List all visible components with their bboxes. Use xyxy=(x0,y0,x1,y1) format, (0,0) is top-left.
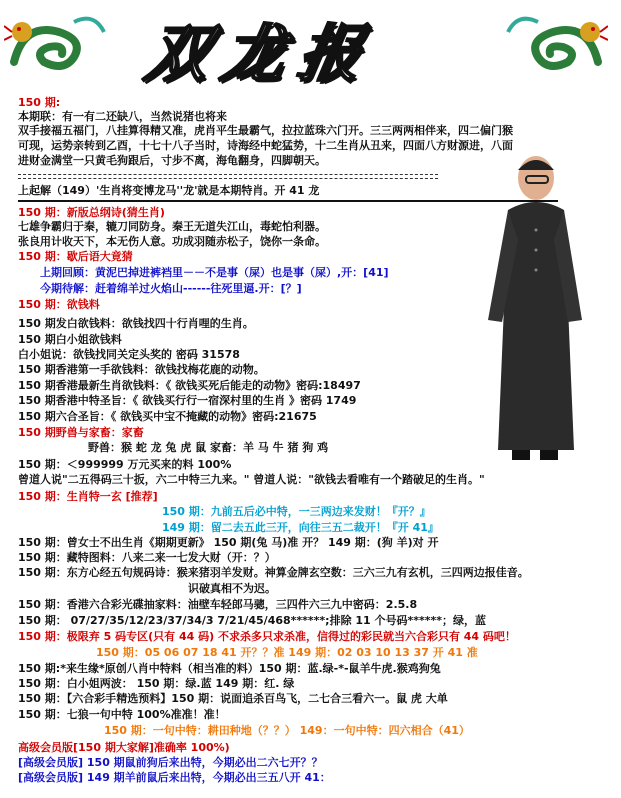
text-line-l6: 上起解（149）'生肖将变博龙马''龙'就是本期特肖。开 41 龙 xyxy=(18,184,320,197)
text-line-l7: 150 期：新版总纲诗(猜生肖) xyxy=(18,206,165,219)
header-banner xyxy=(0,0,621,92)
dashed-separator xyxy=(18,178,438,179)
text-line-l26: 150 期：九前五后必中特，一三两边来发财！『开？』 xyxy=(162,505,431,518)
text-line-l32: 150 期：香港六合彩光碟抽家料：油壁车轻郎马骢，三四件六三九中密码：2.5.8 xyxy=(18,598,418,611)
text-line-l9: 张良用计收天下，本无伤人意。功成羽随赤松子，饶你一条命。 xyxy=(18,235,326,248)
text-line-l42: [高级会员版] 150 期鼠前狗后来出特，今期必出二六七开？？ xyxy=(18,756,323,769)
man-figure-image xyxy=(478,150,588,470)
text-line-l36: 150 期:*来生缘*原创八肖中特料（相当准的料）150 期：蓝.绿-*-鼠羊牛虎.猴鸡狗兔 xyxy=(18,662,441,675)
text-line-l10: 150 期：歇后语大竟猜 xyxy=(18,250,133,263)
text-line-l4: 可现，运势亲转到乙酉，十七十八子当时，诗海经中蛇猛势，十二生肖从丑来，四面八方财源进，八面 xyxy=(18,139,513,152)
text-line-l24: 曾道人说"二五得码三十扳，六二中特三九来。" 曾道人说："欲钱去看唯有一个踏破足的生肖。" xyxy=(18,473,485,486)
text-line-l3: 双手接福五福门，八挂算得精又准，虎肖平生最霸气，拉拉蓝珠六门开。三三两两相伴来，四二偏门猴 xyxy=(18,124,513,137)
text-line-l22: 野兽：猴 蛇 龙 兔 虎 鼠 家畜：羊 马 牛 猪 狗 鸡 xyxy=(88,441,329,454)
text-line-l16: 白小姐说：欲钱找同关定头奖的 密码 31578 xyxy=(18,348,240,361)
text-line-l5: 进财金满堂一只黄毛狗跟后，寸步不离，海龟翻身，四脚朝天。 xyxy=(18,154,326,167)
text-line-l2: 本期联：有一有二还缺八，当然说猪也将来 xyxy=(18,110,227,123)
text-line-l11: 上期回顾：黄泥巴掉进裤裆里－－不是事（屎）也是事（屎）,开：[41] xyxy=(40,266,389,279)
text-line-l31: 识破真相不为迟。 xyxy=(188,582,276,595)
text-line-l35: 150 期：05 06 07 18 41 开？？准 149 期：02 03 10 13 37 开 41 准 xyxy=(96,646,478,659)
text-line-l33: 150 期： 07/27/35/12/23/37/34/3 7/21/45/468******;排除 11 个号码******；绿，蓝 xyxy=(18,614,487,627)
text-line-l40: 150 期：一句中特：耕田种地（？？） 149：一句中特：四六相合（41） xyxy=(104,724,470,737)
text-line-l27: 149 期：留二去五此三开，向往三五二裁开！『开 41』 xyxy=(162,521,439,534)
text-line-l30: 150 期：东方心经五句规码诗：猴来猪羽羊发财。神算金牌玄空数：三六三九有玄机，三四两边报佳音。 xyxy=(18,566,529,579)
dragon-right-icon xyxy=(498,2,608,82)
page-title: 双龙报 xyxy=(140,17,382,90)
dashed-separator xyxy=(18,174,438,175)
text-line-l19: 150 期香港中特圣旨：《 欲钱买行行一宿深村里的生肖 》密码 1749 xyxy=(18,394,357,407)
text-line-l18: 150 期香港最新生肖欲钱料：《 欲钱买死后能走的动物》密码:18497 xyxy=(18,379,361,392)
text-line-l41: 高级会员版[150 期大家解]准确率 100%) xyxy=(18,741,230,754)
text-line-l39: 150 期：七狼一句中特 100%准准！准！ xyxy=(18,708,226,721)
text-line-l20: 150 期六合圣旨：《 欲钱买中宝不掩藏的动物》密码:21675 xyxy=(18,410,317,423)
text-line-l15: 150 期白小姐欲钱料 xyxy=(18,333,122,346)
dragon-left-icon xyxy=(4,2,114,82)
text-line-l17: 150 期香港第一手欲钱料：欲钱找梅花鹿的动物。 xyxy=(18,363,265,376)
text-line-l21: 150 期野兽与家畜：家畜 xyxy=(18,426,144,439)
text-line-l28: 150 期：曾女士不出生肖《期期更新》 150 期(兔 马)准 开？ 149 期：(狗 羊)对 开 xyxy=(18,536,439,549)
text-line-l23: 150 期：＜999999 万元买来的料 100% xyxy=(18,458,232,471)
text-line-l34: 150 期：极限弃 5 码专区(只有 44 码) 不求杀多只求杀准，信得过的彩民就当六合彩只有 44 码吧！ xyxy=(18,630,516,643)
text-line-l14: 150 期发白欲钱料：欲钱找四十行肖哩的生肖。 xyxy=(18,317,254,330)
text-line-l8: 七雄争霸归于秦，辘刀同防身。秦王无道失江山，毒蛇怕利器。 xyxy=(18,220,326,233)
text-line-l37: 150 期：白小姐两波： 150 期：绿.蓝 149 期：红. 绿 xyxy=(18,677,295,690)
text-line-l13: 150 期：欲钱料 xyxy=(18,298,100,311)
text-line-l1: 150 期: xyxy=(18,96,61,109)
text-line-l38: 150 期：【六合彩手精选预料】150 期：说面追杀百鸟飞，二七合三看六一。鼠 虎 大单 xyxy=(18,692,448,705)
horizontal-rule xyxy=(18,200,558,202)
text-line-l43: [高级会员版] 149 期羊前鼠后来出特，今期必出三五八开 41： xyxy=(18,771,331,784)
text-line-l29: 150 期：藏特图料：八来二来一七发大财（开：？） xyxy=(18,551,276,564)
text-line-l25: 150 期：生肖特一玄 [推荐] xyxy=(18,490,158,503)
text-line-l12: 今期待解：赶着绵羊过火焰山------往死里逼.开：[？] xyxy=(40,282,302,295)
